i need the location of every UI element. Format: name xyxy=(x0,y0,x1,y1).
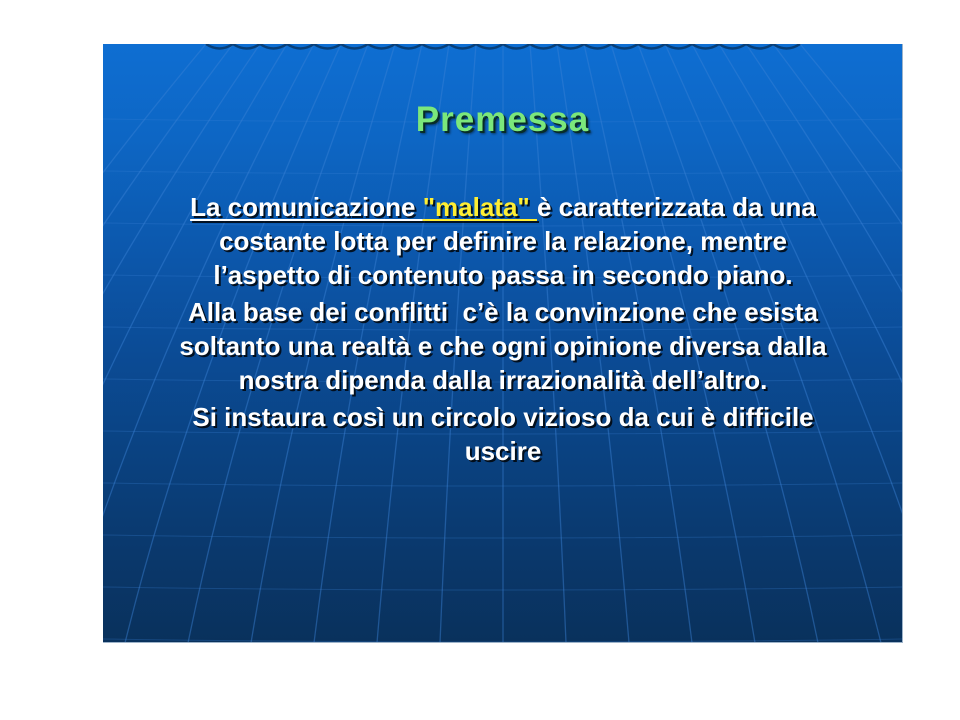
text-line: Alla base dei conflitti c’è la convinzione che esista xyxy=(188,297,818,327)
text-line: uscire xyxy=(464,436,542,466)
highlighted-word: "malata" xyxy=(422,192,537,222)
slide-title: Premessa xyxy=(415,100,590,139)
paragraph-3 xyxy=(143,400,863,468)
paragraph-2 xyxy=(143,295,863,397)
underlined-phrase: La comunicazione xyxy=(190,192,423,222)
paragraph-1 xyxy=(143,190,863,292)
text-line: l’aspetto di contenuto passa in secondo piano. xyxy=(213,260,793,290)
text-line xyxy=(143,190,863,224)
text-line: soltanto una realtà e che ogni opinione diversa dalla xyxy=(179,331,827,361)
text-line: costante lotta per definire la relazione, mentre xyxy=(219,226,787,256)
text-line: Si instaura così un circolo vizioso da cui è difficile xyxy=(192,402,814,432)
line-remainder: è caratterizzata da una xyxy=(536,192,816,222)
slide-canvas xyxy=(103,44,903,643)
body-text-block xyxy=(143,190,863,471)
text-line: nostra dipenda dalla irrazionalità dell’altro. xyxy=(238,365,768,395)
